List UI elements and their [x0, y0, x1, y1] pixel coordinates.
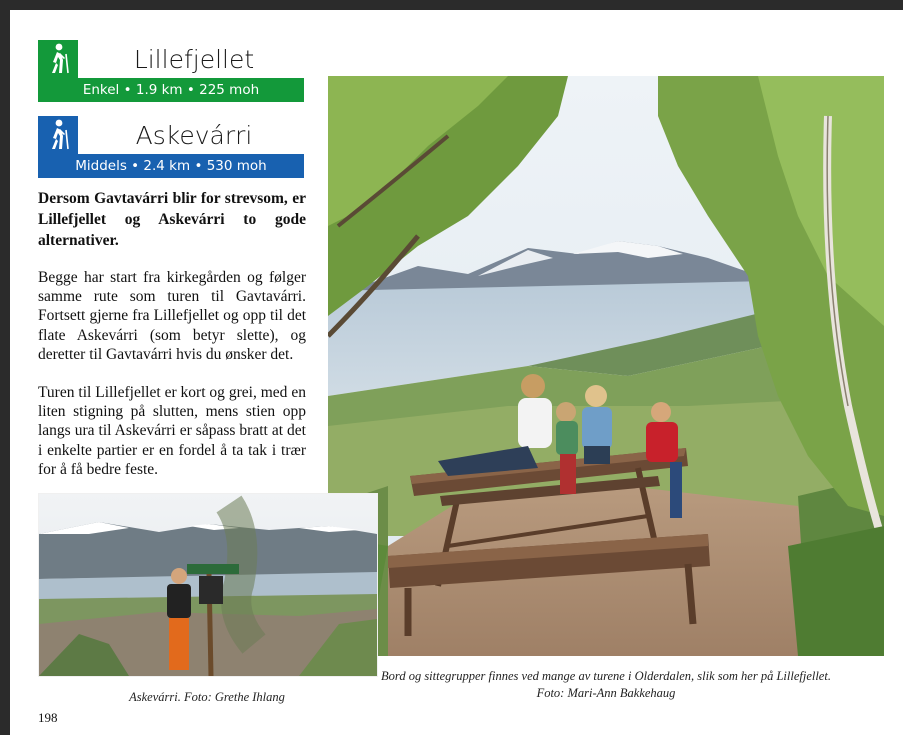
hiker-icon: [38, 40, 78, 78]
hike-header-lillefjellet: [38, 40, 304, 102]
small-photo: [38, 493, 378, 677]
hike-stats: Enkel • 1.9 km • 225 moh: [38, 78, 304, 102]
book-page: [10, 10, 903, 735]
hike-name: Askevárri: [135, 121, 253, 150]
hike-header-askevarri: [38, 116, 304, 178]
main-photo: [328, 76, 884, 656]
hike-stats: Middels • 2.4 km • 530 moh: [38, 154, 304, 178]
main-photo-caption: [328, 668, 884, 702]
small-photo-caption: Askevárri. Foto: Grethe Ihlang: [129, 690, 285, 704]
hiker-icon: [38, 116, 78, 154]
page-number: 198: [38, 710, 58, 725]
intro-text: Dersom Gavtavárri blir for strevsom, er Lillefjellet og Askevárri to gode alternativer.: [38, 190, 306, 249]
caption-credit: Foto: Mari-Ann Bakkehaug: [536, 686, 676, 700]
caption-line: Bord og sittegrupper finnes ved mange av turene i Olderdalen, slik som her på Lillefjellet.: [381, 669, 831, 683]
hike-name: Lillefjellet: [133, 45, 255, 74]
body-paragraph: Turen til Lillefjellet er kort og grei, med en liten stigning på slutten, mens stien opp langs ura til Askevárri er såpass bratt at det i enkelte partier er en fordel å ta tak i trær for å få bedre feste.: [38, 384, 306, 478]
body-paragraph: Begge har start fra kirkegården og følger samme rute som turen til Gavtavárri. Fortsett gjerne fra Lillefjellet og opp til det flate Askevárri (som betyr slette), og deretter til Gavtavárri hvis du ønsker det.: [38, 269, 306, 363]
